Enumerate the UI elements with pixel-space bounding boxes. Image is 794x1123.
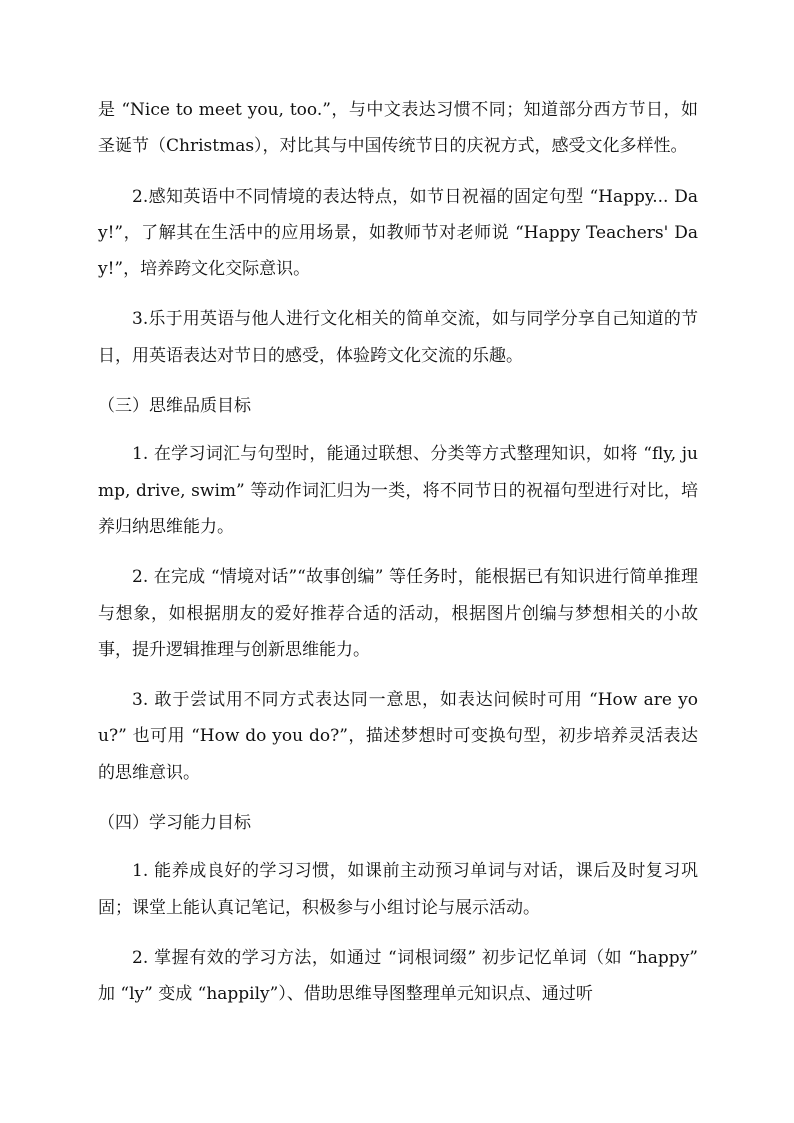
learning-goal-item-1: 1. 能养成良好的学习习惯，如课前主动预习单词与对话，课后及时复习巩固；课堂上能认真记笔记，积极参与小组讨论与展示活动。 bbox=[98, 861, 698, 918]
thinking-goal-item-2: 2. 在完成 “情境对话”“故事创编” 等任务时，能根据已有知识进行简单推理与想象，如根据朋友的爱好推荐合适的活动，根据图片创编与梦想相关的小故事，提升逻辑推理与创新思维能力。 bbox=[98, 567, 698, 660]
learning-goal-item-2: 2. 掌握有效的学习方法，如通过 “词根词缀” 初步记忆单词（如 “happy” 加 “ly” 变成 “happily”）、借助思维导图整理单元知识点、通过听 bbox=[98, 947, 698, 1005]
section-heading-learning: （四）学习能力目标 bbox=[98, 813, 251, 834]
cultural-goal-item-2: 2.感知英语中不同情境的表达特点，如节日祝福的固定句型 “Happy... Day!”，了解其在生活中的应用场景，如教师节对老师说 “Happy Teachers' Day!”，培养跨文化交际意识。 bbox=[98, 186, 698, 280]
thinking-goal-item-3: 3. 敢于尝试用不同方式表达同一意思，如表达问候时可用 “How are you?” 也可用 “How do you do?”，描述梦想时可变换句型，初步培养灵活表达的思维意识。 bbox=[98, 690, 698, 783]
section-heading-thinking: （三）思维品质目标 bbox=[98, 396, 251, 417]
cultural-goal-continuation: 是 “Nice to meet you, too.”，与中文表达习惯不同；知道部分西方节日，如圣诞节（Christmas），对比其与中国传统节日的庆祝方式，感受文化多样性。 bbox=[98, 100, 698, 157]
cultural-goal-item-3: 3.乐于用英语与他人进行文化相关的简单交流，如与同学分享自己知道的节日，用英语表达对节日的感受，体验跨文化交流的乐趣。 bbox=[98, 309, 698, 366]
document-body bbox=[98, 92, 698, 1027]
thinking-goal-item-1: 1. 在学习词汇与句型时，能通过联想、分类等方式整理知识，如将 “fly, jump, drive, swim” 等动作词汇归为一类，将不同节日的祝福句型进行对比，培养归纳思维能力。 bbox=[98, 444, 698, 537]
